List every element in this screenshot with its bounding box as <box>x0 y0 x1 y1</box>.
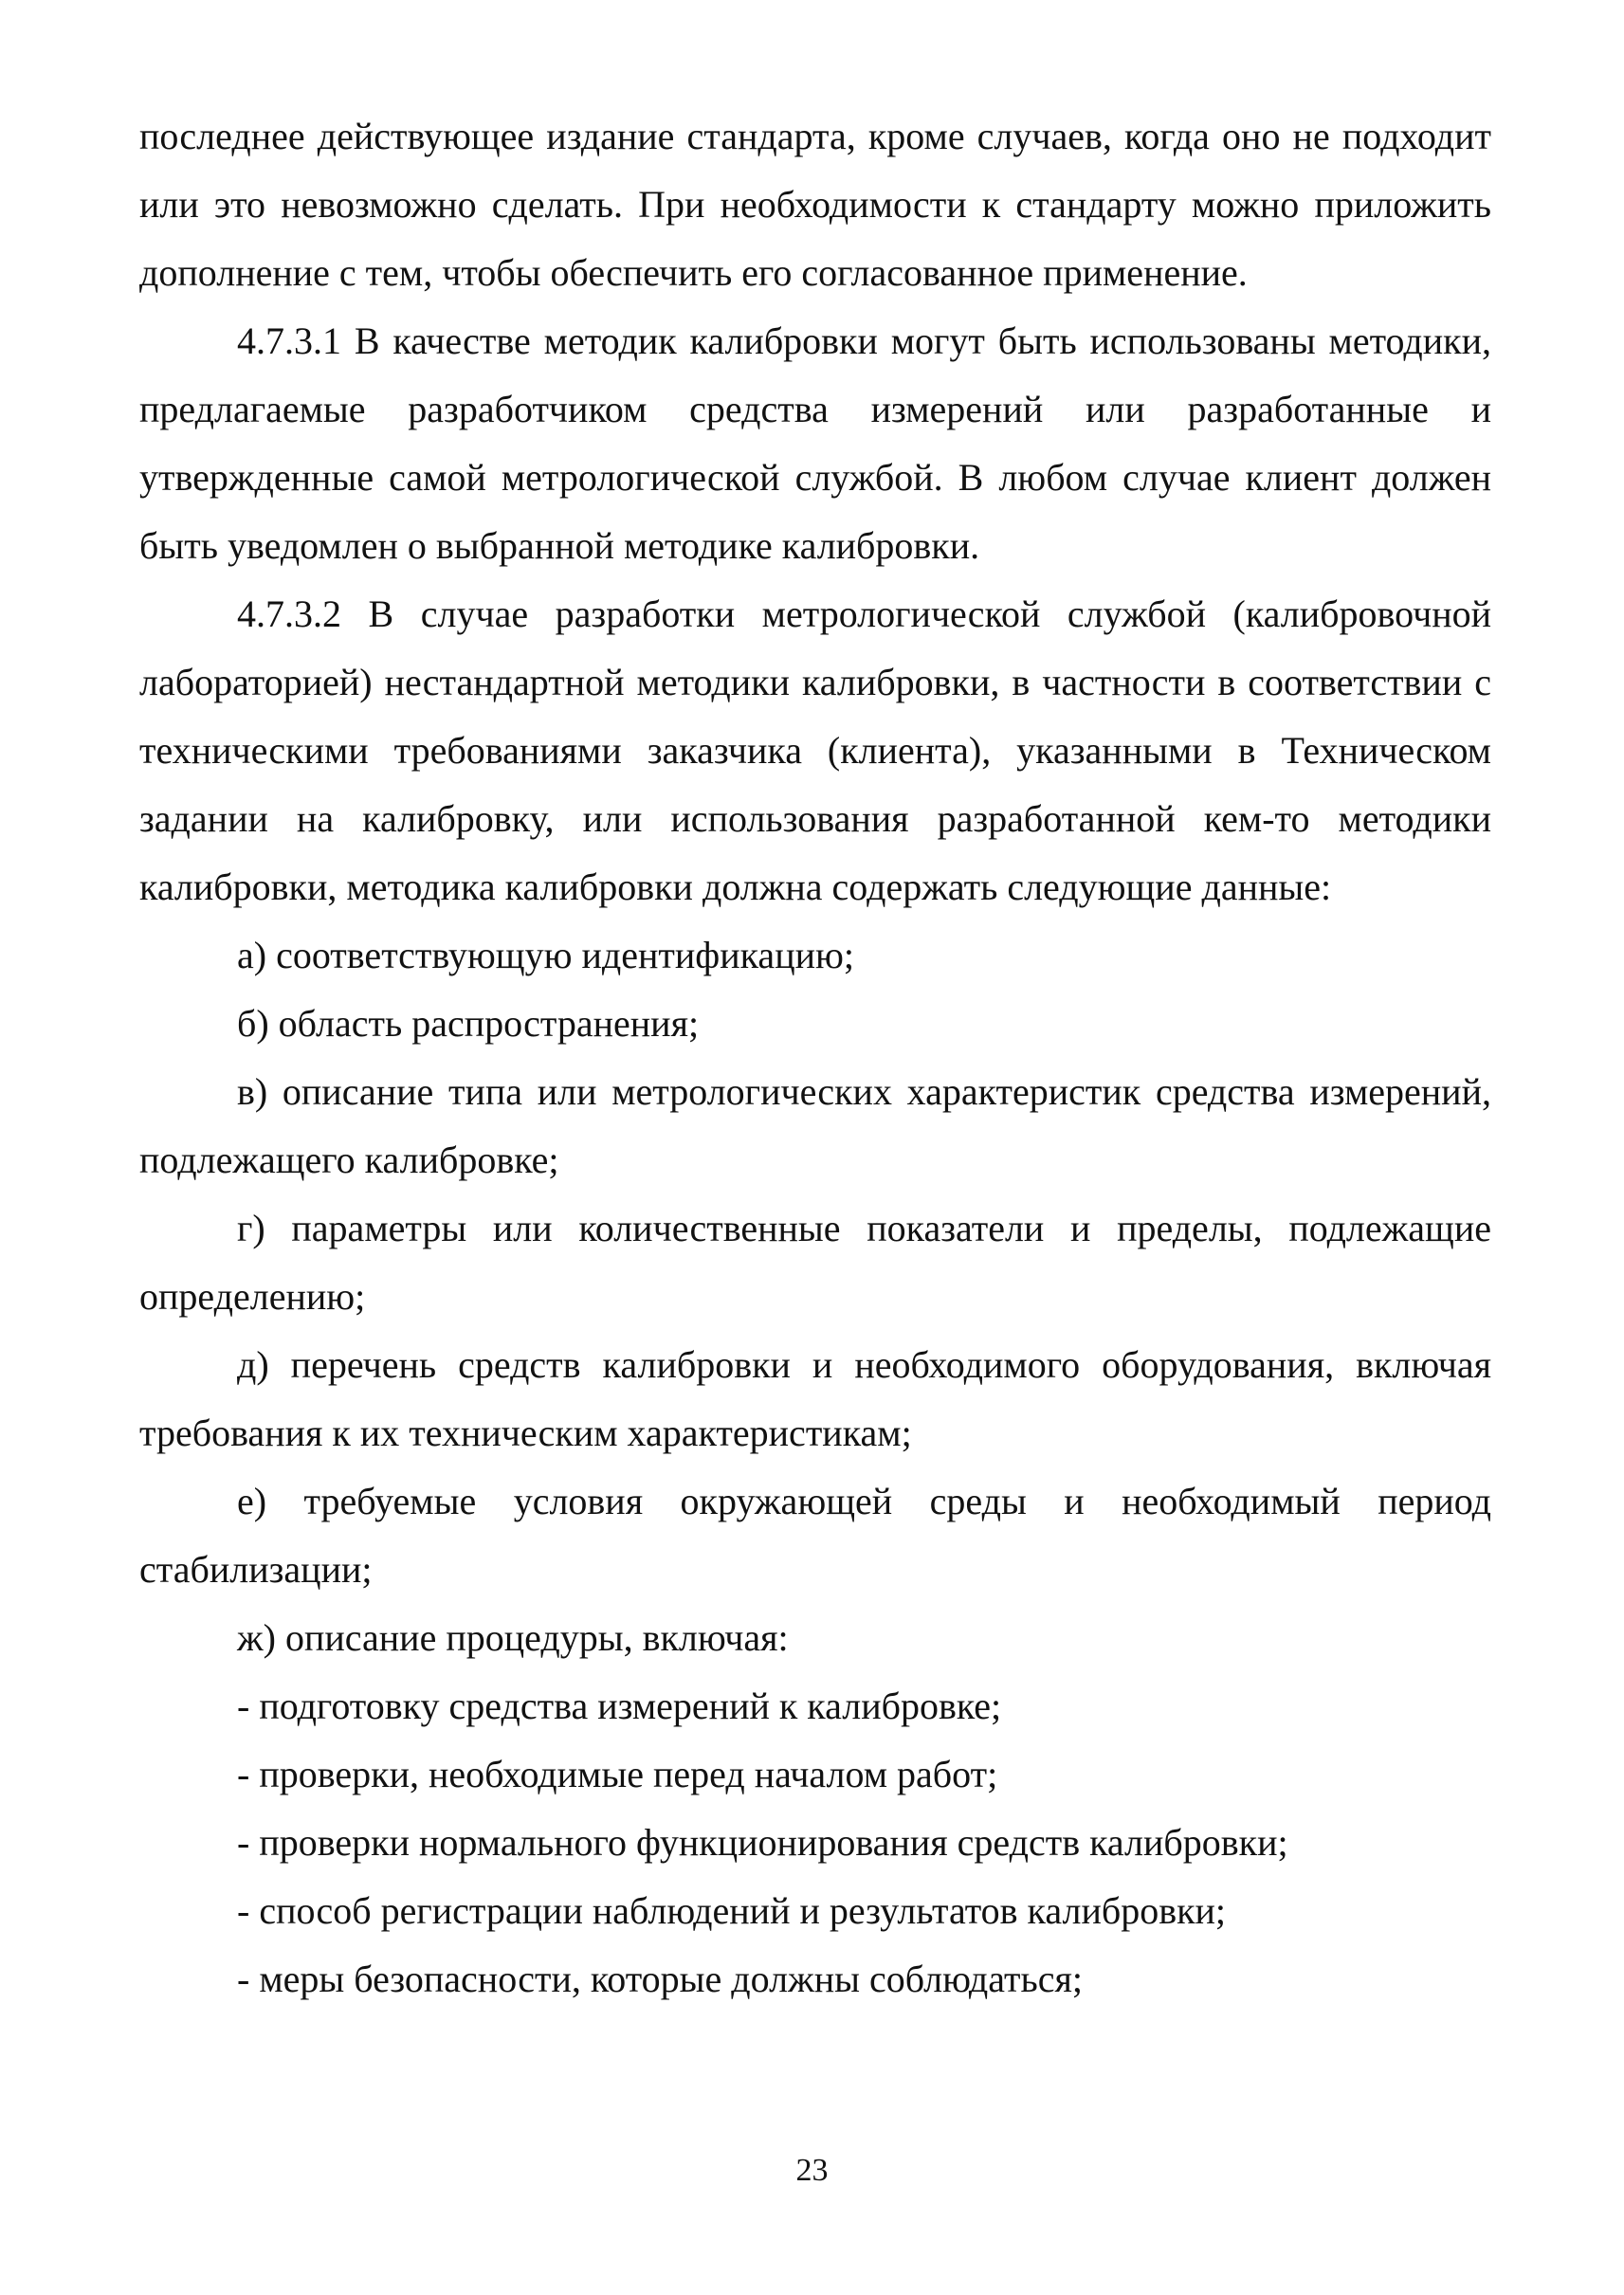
list-item-d: д) перечень средств калибровки и необходимого оборудования, включая требования к их техническим характеристикам; <box>139 1343 1491 1454</box>
sub-item-function-checks: - проверки нормального функционирования средств калибровки; <box>237 1821 1288 1864</box>
list-item-e: е) требуемые условия окружающей среды и необходимый период стабилизации; <box>139 1480 1491 1591</box>
sub-item-preparation: - подготовку средства измерений к калибровке; <box>237 1685 1002 1727</box>
list-item-g: г) параметры или количественные показатели и пределы, подлежащие определению; <box>139 1207 1491 1318</box>
paragraph-4-7-3-1: 4.7.3.1 В качестве методик калибровки могут быть использованы методики, предлагаемые разработчиком средства измерений или разработанные и утвержденные самой метрологической службой. В любом случае клиент должен быть уведомлен о выбранной методике калибровки. <box>139 319 1491 567</box>
paragraph-4-7-3-2: 4.7.3.2 В случае разработки метрологической службой (калибровочной лабораторией) нестандартной методики калибровки, в частности в соответствии с техническими требованиями заказчика (клиента), указанными в Техническом задании на калибровку, или использования разработанной кем-то методики калибровки, методика калибровки должна содержать следующие данные: <box>139 592 1491 908</box>
paragraph-continuation: последнее действующее издание стандарта, кроме случаев, когда оно не подходит или это невозможно сделать. При необходимости к стандарту можно приложить дополнение с тем, чтобы обеспечить его согласованное применение. <box>139 115 1491 294</box>
list-item-b: б) область распространения; <box>237 1002 700 1045</box>
list-item-a: а) соответствующую идентификацию; <box>237 934 854 976</box>
sub-item-pre-checks: - проверки, необходимые перед началом работ; <box>237 1753 998 1795</box>
page-number: 23 <box>795 2153 829 2188</box>
document-page-body <box>139 102 1491 2013</box>
sub-item-registration: - способ регистрации наблюдений и результатов калибровки; <box>237 1889 1227 1932</box>
sub-item-safety: - меры безопасности, которые должны соблюдаться; <box>237 1958 1083 2000</box>
list-item-v: в) описание типа или метрологических характеристик средства измерений, подлежащего калибровке; <box>139 1070 1491 1181</box>
list-item-zh: ж) описание процедуры, включая: <box>237 1616 789 1659</box>
